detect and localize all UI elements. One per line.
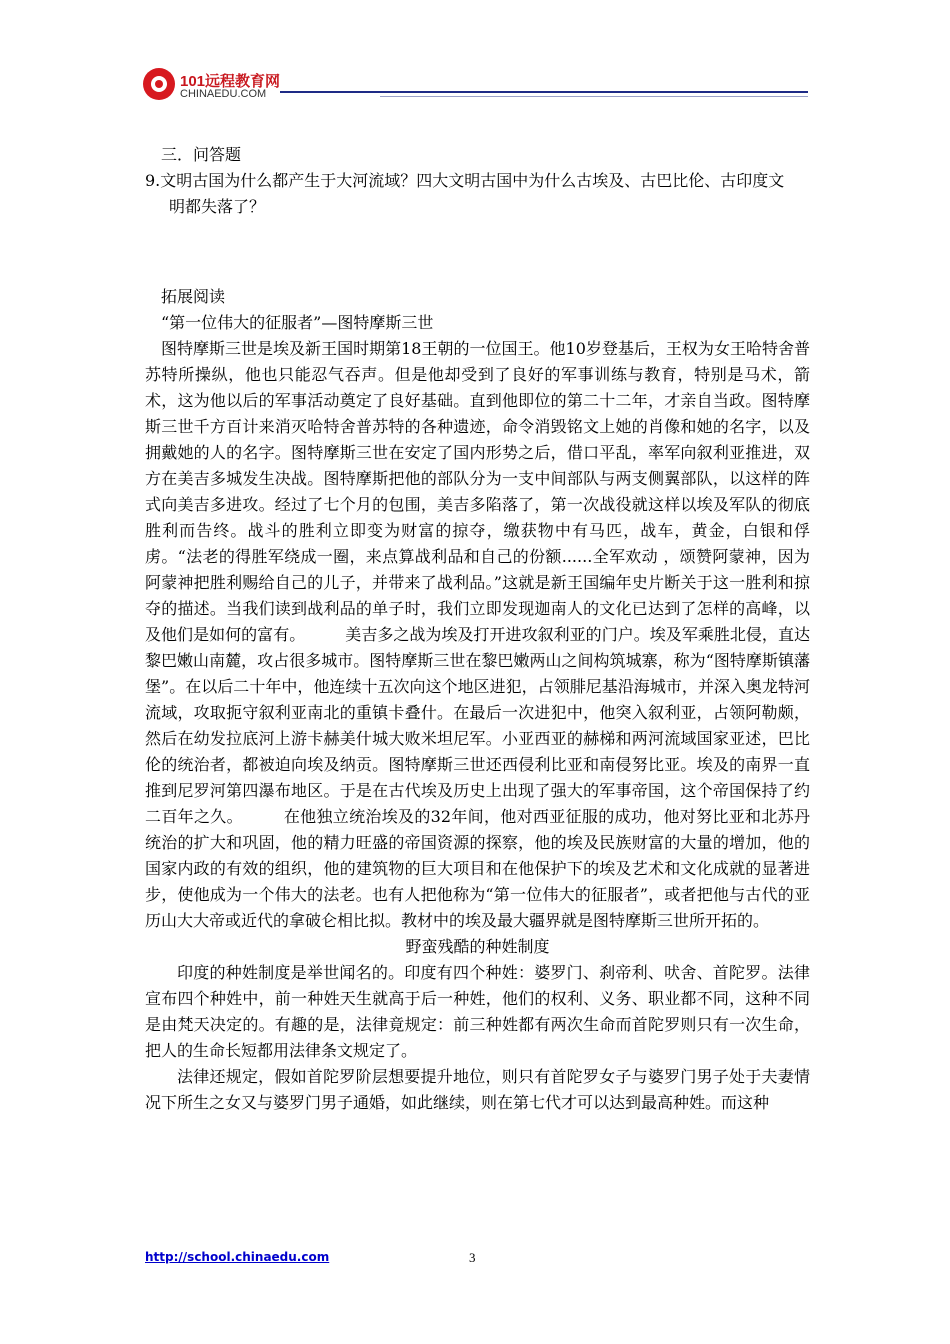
question-line-2: 明都失落了？ <box>169 197 266 216</box>
header-rule <box>280 91 808 93</box>
page-number: 3 <box>469 1250 476 1265</box>
logo-subtitle: CHINAEDU.COM <box>180 88 267 100</box>
article-title-thutmose: “第一位伟大的征服者”—图特摩斯三世 <box>161 313 434 332</box>
page-footer <box>145 1250 810 1270</box>
logo-icon <box>143 68 175 100</box>
article-title-caste: 野蛮残酷的种姓制度 <box>405 937 550 956</box>
document-body <box>145 142 810 1116</box>
footer-link[interactable]: http://school.chinaedu.com <box>145 1250 330 1264</box>
article-paragraph-caste-1: 印度的种姓制度是举世闻名的。印度有四个种姓：婆罗门、刹帝利、吠舍、首陀罗。法律宣布四个种姓中，前一种姓天生就高于后一种姓，他们的权利、义务、职业都不同，这种不同是由梵天决定的。有趣的是，法律竟规定：前三种姓都有两次生命而首陀罗则只有一次生命，把人的生命长短都用法律条文规定了。 <box>145 963 810 1060</box>
section-heading: 三．问答题 <box>161 145 242 164</box>
header-rule-thin <box>380 96 808 97</box>
reading-title: 拓展阅读 <box>161 287 226 306</box>
article-paragraph-caste-2: 法律还规定，假如首陀罗阶层想要提升地位，则只有首陀罗女子与婆罗门男子处于夫妻情况下所生之女又与婆罗门男子通婚，如此继续，则在第七代才可以达到最高种姓。而这种 <box>145 1067 810 1112</box>
question-line-1: 9.文明古国为什么都产生于大河流域？四大文明古国中为什么古埃及、古巴比伦、古印度文 <box>145 171 785 190</box>
page-header <box>140 62 808 112</box>
spacer <box>145 220 810 276</box>
article-body-thutmose: 图特摩斯三世是埃及新王国时期第18王朝的一位国王。他10岁登基后，王权为女王哈特舍普苏特所操纵，他也只能忍气吞声。但是他却受到了良好的军事训练与教育，特别是马术，箭术，这为他以后的军事活动奠定了良好基础。直到他即位的第二十二年，才亲自当政。图特摩斯三世千方百计来消灭哈特舍普苏特的各种遗迹，命令消毁铭文上她的肖像和她的名字，以及拥戴她的人的名字。图特摩斯三世在安定了国内形势之后，借口平乱，率军向叙利亚推进，双方在美吉多城发生决战。图特摩斯把他的部队分为一支中间部队与两支侧翼部队，以这样的阵式向美吉多进攻。经过了七个月的包围，美吉多陷落了，第一次战役就这样以埃及军队的彻底胜利而告终。战斗的胜利立即变为财富的掠夺，缴获物中有马匹，战车，黄金，白银和俘虏。“法老的得胜军绕成一圈，来点算战利品和自己的份额......全军欢动 ，颂赞阿蒙神，因为阿蒙神把胜利赐给自己的儿子，并带来了战利品。”这就是新王国编年史片断关于这一胜利和掠夺的描述。当我们读到战利品的单子时，我们立即发现迦南人的文化已达到了怎样的高峰，以及他们是如何的富有。 美吉多之战为埃及打开进攻叙利亚的门户。埃及军乘胜北侵，直达黎巴嫩山南麓，攻占很多城市。图特摩斯三世在黎巴嫩两山之间构筑城寨，称为“图特摩斯镇藩堡”。在以后二十年中，他连续十五次向这个地区进犯，占领腓尼基沿海城市，并深入奥龙特河流域，攻取扼守叙利亚南北的重镇卡叠什。在最后一次进犯中，他突入叙利亚，占领阿勒颇，然后在幼发拉底河上游卡赫美什城大败米坦尼军。小亚西亚的赫梯和两河流域国家亚述，巴比伦的统治者，都被迫向埃及纳贡。图特摩斯三世还西侵利比亚和南侵努比亚。埃及的南界一直推到尼罗河第四瀑布地区。于是在古代埃及历史上出现了强大的军事帝国，这个帝国保持了约二百年之久。 在他独立统治埃及的32年间，他对西亚征服的成功，他对努比亚和北苏丹统治的扩大和巩固，他的精力旺盛的帝国资源的探察，他的埃及民族财富的大量的增加，他的国家内政的有效的组织，他的建筑物的巨大项目和在他保护下的埃及艺术和文化成就的显著进步，使他成为一个伟大的法老。也有人把他称为“第一位伟大的征服者”，或者把他与古代的亚历山大大帝或近代的拿破仑相比拟。教材中的埃及最大疆界就是图特摩斯三世所开拓的。 <box>145 339 810 930</box>
logo-title: 101远程教育网 <box>180 73 281 90</box>
